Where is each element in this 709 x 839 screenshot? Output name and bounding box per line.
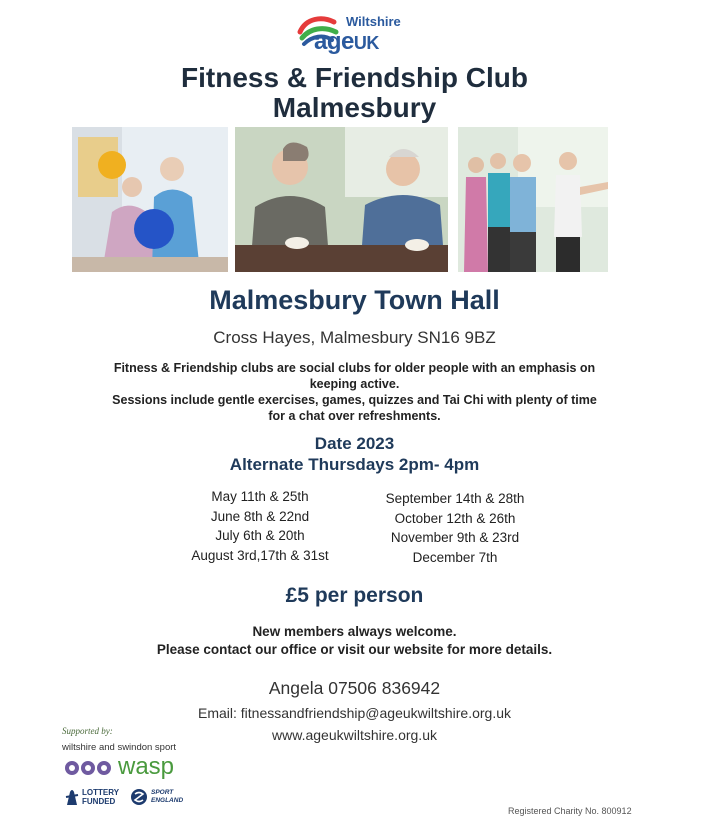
date-item: December 7th: [412, 549, 498, 565]
contact-phone[interactable]: Angela 07506 836942: [268, 678, 441, 698]
wasp-org-line: wiltshire and swindon sport: [62, 742, 177, 753]
logo-region: Wiltshire: [346, 14, 401, 29]
date-item: September 14th & 28th: [385, 491, 525, 506]
dates-right-column: [350, 489, 560, 567]
venue-heading: Malmesbury Town Hall: [209, 285, 500, 315]
lottery-funded-label: [82, 788, 119, 806]
wasp-wordmark: wasp: [118, 753, 175, 780]
title-line-1: Fitness & Friendship Club: [181, 62, 528, 93]
charity-number: Registered Charity No. 800912: [508, 806, 632, 816]
dates-left-column: [160, 487, 360, 565]
welcome-line-1: New members always welcome.: [252, 624, 457, 639]
sport-line-2: ENGLAND: [151, 797, 184, 804]
lottery-line-1: LOTTERY: [82, 788, 120, 797]
wasp-dots-icon: [64, 759, 116, 777]
welcome-line-2: Please contact our office or visit our website for more details.: [156, 642, 553, 657]
description-line-3: Sessions include gentle exercises, games, quizzes and Tai Chi with plenty of time: [112, 393, 597, 407]
sport-england-label: [151, 789, 183, 805]
photo-tai-chi: [458, 127, 608, 272]
description-line-1: Fitness & Friendship clubs are social clubs for older people with an emphasis on: [113, 361, 596, 375]
date-item: October 12th & 26th: [394, 510, 516, 526]
schedule-heading: [0, 433, 709, 475]
contact-email[interactable]: Email: fitnessandfriendship@ageukwiltshire.org.uk: [197, 705, 512, 721]
photo-ball-exercise: [72, 127, 228, 272]
price: £5 per person: [285, 584, 424, 607]
venue-address: Cross Hayes, Malmesbury SN16 9BZ: [213, 328, 496, 347]
photo-strip: [72, 127, 608, 272]
description: [0, 360, 709, 424]
funding-logos: [62, 787, 212, 811]
lottery-crossed-fingers-icon: [64, 788, 80, 806]
date-item: July 6th & 20th: [215, 528, 305, 543]
title-line-2: Malmesbury: [272, 92, 437, 123]
age-uk-logo: [296, 8, 426, 55]
date-item: November 9th & 23rd: [390, 530, 520, 545]
sport-england-icon: [130, 788, 148, 806]
logo-brand-uk: UK: [353, 33, 379, 53]
photo-tea-chat: [235, 127, 448, 272]
date-item: August 3rd,17th & 31st: [191, 547, 329, 563]
date-item: June 8th & 22nd: [210, 508, 310, 524]
logo-brand: [314, 28, 379, 56]
schedule-year: Date 2023: [314, 434, 395, 453]
description-line-4: for a chat over refreshments.: [268, 409, 441, 423]
lottery-line-2: FUNDED: [82, 797, 116, 806]
wasp-logo: [62, 755, 212, 781]
logo-brand-age: age: [314, 28, 354, 55]
website-link[interactable]: www.ageukwiltshire.org.uk: [272, 727, 437, 743]
sport-line-1: SPORT: [151, 789, 174, 796]
description-line-2: keeping active.: [309, 377, 400, 391]
date-item: May 11th & 25th: [211, 489, 309, 504]
supported-by: Supported by:: [62, 726, 113, 736]
sponsors-block: [62, 726, 212, 811]
schedule-times: Alternate Thursdays 2pm- 4pm: [229, 455, 480, 474]
welcome-message: [0, 623, 709, 659]
